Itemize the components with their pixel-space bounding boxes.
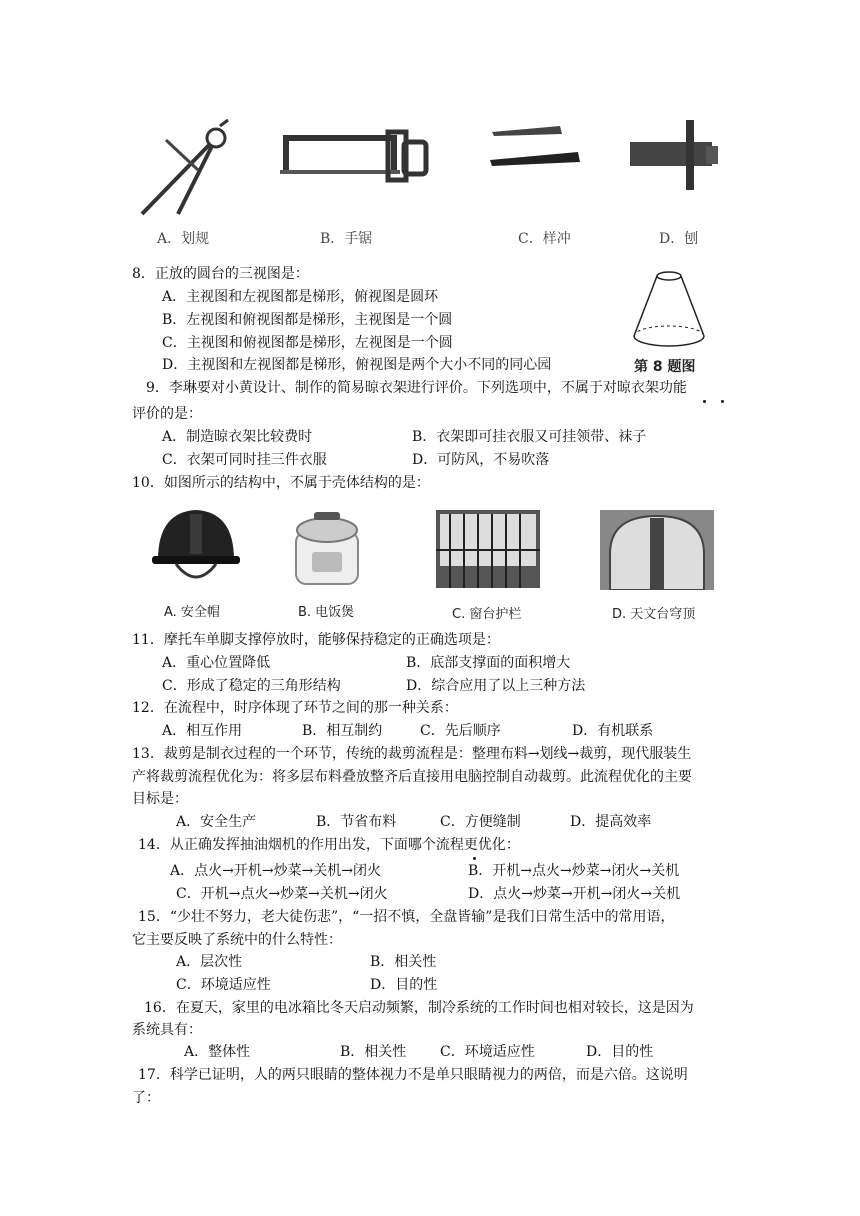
q14-option-d: D．点火→炒菜→开机→闭火→关机	[468, 886, 681, 902]
q9-option-a: A．制造晾衣架比较费时	[162, 429, 313, 445]
safety-helmet-image	[150, 502, 242, 592]
tool-caption-c: C．样冲	[518, 231, 571, 247]
compass-divider-image	[138, 118, 230, 218]
q8-option-d: D．主视图和左视图都是梯形，俯视图是两个大小不同的同心园	[162, 357, 552, 373]
observatory-dome-image	[600, 510, 714, 590]
structure-caption-c: C. 窗台护栏	[452, 607, 522, 622]
q16-line1: 16．在夏天，家里的电冰箱比冬天启动频繁，制冷系统的工作时间也相对较长，这是因为	[144, 1000, 694, 1016]
q12-option-d: D．有机联系	[572, 723, 654, 739]
q16-line2: 系统具有：	[132, 1022, 202, 1038]
q9-option-b: B．衣架即可挂衣服又可挂领带、袜子	[412, 429, 647, 445]
q11-option-d: D．综合应用了以上三种方法	[406, 678, 586, 694]
q8-figure-caption: 第 8 题图	[634, 359, 696, 375]
q15-option-a: A．层次性	[176, 954, 243, 970]
q15-line2: 它主要反映了系统中的什么特性：	[132, 932, 342, 948]
q16-option-b: B．相关性	[340, 1044, 407, 1060]
q13-line3: 目标是：	[132, 791, 188, 807]
structure-caption-b: B. 电饭煲	[298, 605, 355, 620]
q9-option-c: C．衣架可同时挂三件衣服	[162, 452, 327, 468]
q13-line2: 产将裁剪流程优化为：将多层布料叠放整齐后直接用电脑控制自动裁剪。此流程优化的主要	[132, 769, 692, 785]
q12-option-a: A．相互作用	[162, 723, 243, 739]
q11-option-c: C．形成了稳定的三角形结构	[162, 678, 341, 694]
q13-option-d: D．提高效率	[570, 814, 652, 830]
center-punch-image	[486, 122, 586, 178]
q10-stem: 10．如图所示的结构中，不属于壳体结构的是：	[132, 475, 430, 491]
q13-line1: 13．裁剪是制衣过程的一个环节，传统的裁剪流程是：整理布料→划线→裁剪，现代服装生	[132, 746, 692, 762]
q12-option-c: C．先后顺序	[420, 723, 501, 739]
q11-option-b: B．底部支撑面的面积增大	[406, 655, 571, 671]
q11-stem: 11．摩托车单脚支撑停放时，能够保持稳定的正确选项是：	[132, 632, 500, 648]
frustum-figure	[628, 266, 710, 350]
hand-saw-image	[276, 128, 430, 184]
q14-option-b: B．开机→点火→炒菜→闭火→关机	[468, 863, 680, 879]
q17-line1: 17．科学已证明，人的两只眼睛的整体视力不是单只眼睛视力的两倍，而是六倍。这说明	[138, 1067, 688, 1083]
q8-option-a: A．主视图和左视图都是梯形，俯视图是圆环	[162, 289, 439, 305]
q8-option-b: B．左视图和俯视图都是梯形，主视图是一个圆	[162, 312, 453, 328]
tool-caption-b: B．手锯	[320, 231, 373, 247]
tool-caption-a: A．划规	[157, 231, 210, 247]
q11-option-a: A．重心位置降低	[162, 655, 271, 671]
q15-option-b: B．相关性	[370, 954, 437, 970]
q12-option-b: B．相互制约	[302, 723, 383, 739]
structure-caption-d: D. 天文台穹顶	[612, 607, 696, 622]
q13-option-c: C．方便缝制	[440, 814, 521, 830]
window-guardrail-image	[436, 510, 540, 588]
plane-tool-image	[626, 118, 722, 192]
q14-option-c: C．开机→点火→炒菜→关机→闭火	[176, 886, 388, 902]
q8-option-c: C．主视图和俯视图都是梯形，左视图是一个圆	[162, 335, 453, 351]
tool-caption-d: D．刨	[659, 231, 699, 247]
q17-line2: 了：	[132, 1090, 160, 1106]
q9-stem-line2: 评价的是：	[132, 406, 202, 422]
q12-stem: 12．在流程中，时序体现了环节之间的那一种关系：	[132, 700, 458, 716]
q13-option-b: B．节省布料	[316, 814, 397, 830]
q16-option-a: A．整体性	[184, 1044, 251, 1060]
q15-option-c: C．环境适应性	[176, 977, 271, 993]
q15-line1: 15．“少壮不努力，老大徒伤悲”，“一招不慎，全盘皆输”是我们日常生活中的常用语，	[138, 909, 675, 925]
q16-option-c: C．环境适应性	[440, 1044, 535, 1060]
q9-option-d: D．可防风，不易吹落	[412, 452, 550, 468]
q9-stem-line1: 9．李琳要对小黄设计、制作的简易晾衣架进行评价。下列选项中，不属于对晾衣架功能	[146, 380, 687, 396]
q8-stem: 8．正放的圆台的三视图是：	[132, 266, 309, 282]
structure-caption-a: A. 安全帽	[164, 605, 220, 620]
q15-option-d: D．目的性	[370, 977, 438, 993]
rice-cooker-image	[290, 508, 364, 590]
q16-option-d: D．目的性	[586, 1044, 654, 1060]
q13-option-a: A．安全生产	[176, 814, 257, 830]
q14-option-a: A．点火→开机→炒菜→关机→闭火	[170, 863, 382, 879]
q14-stem: 14．从正确发挥抽油烟机的作用出发，下面哪个流程更优化：	[138, 837, 520, 853]
